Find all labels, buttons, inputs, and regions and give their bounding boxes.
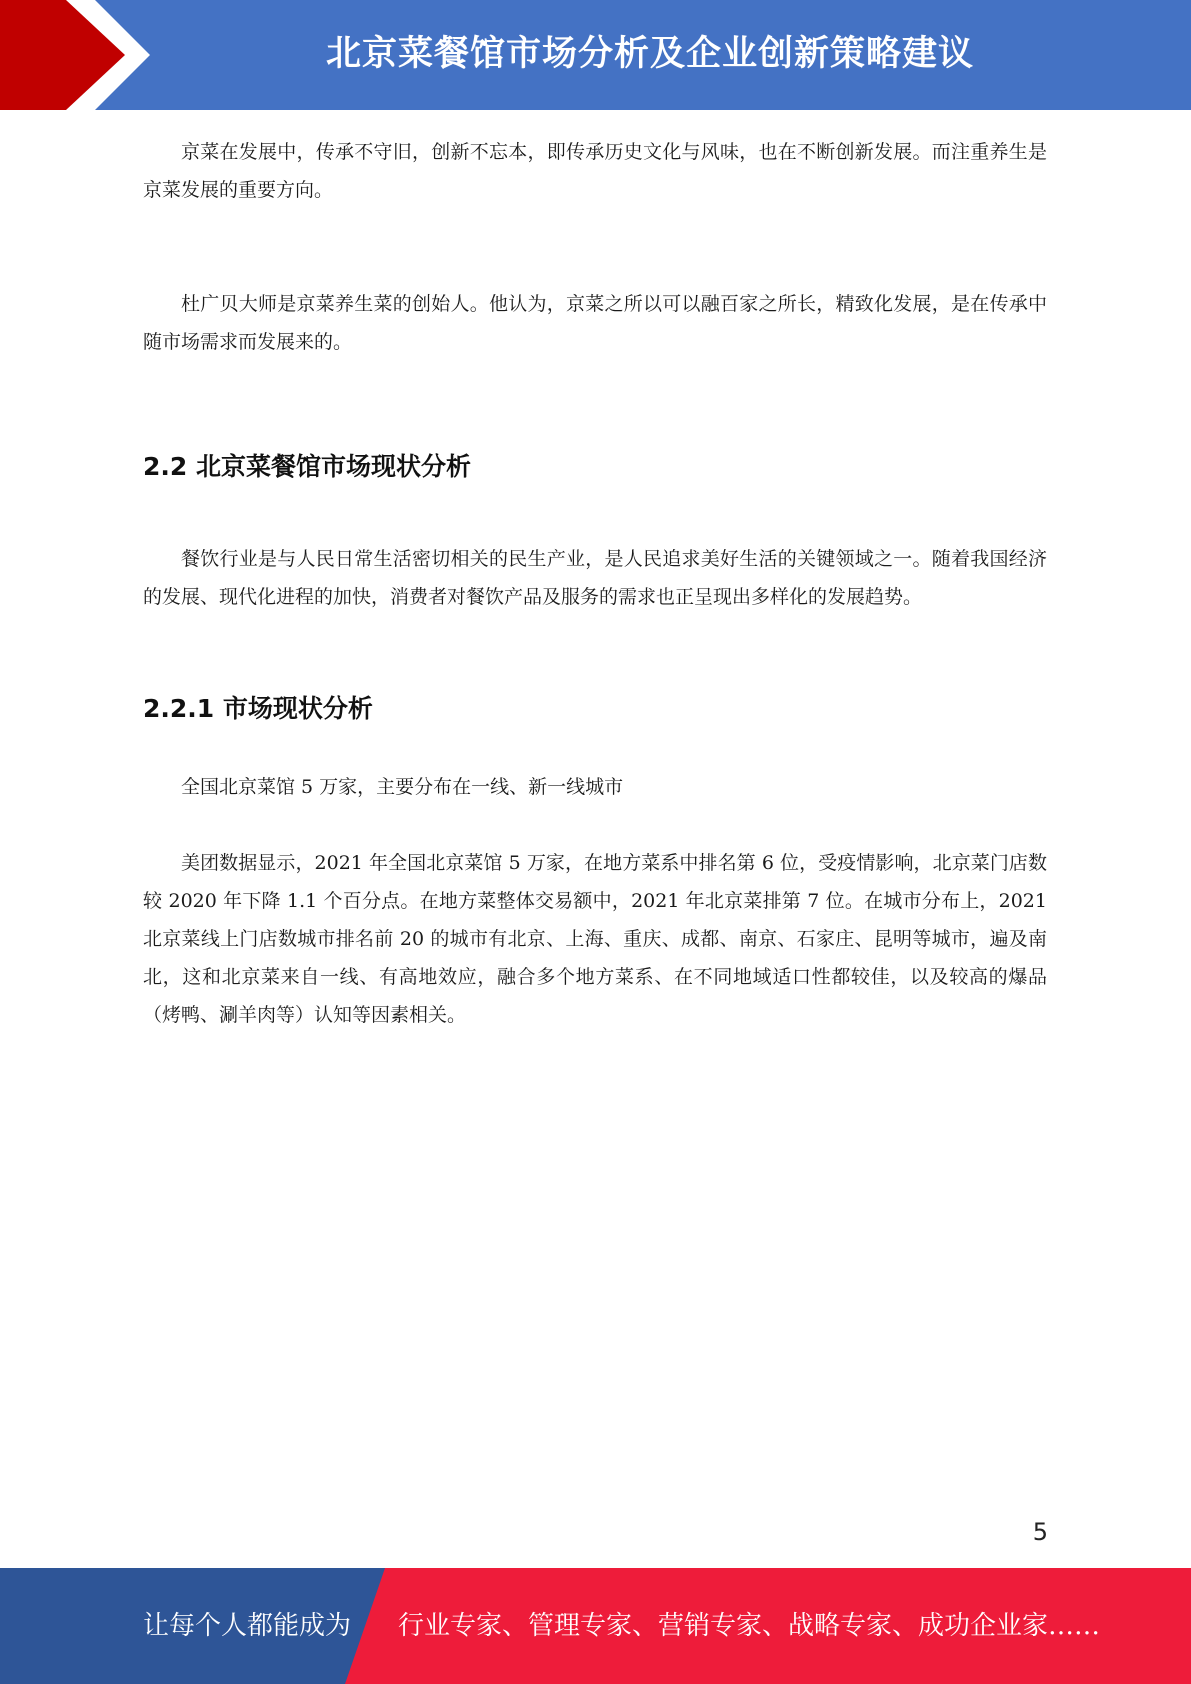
paragraph-meituan-data: 美团数据显示，2021 年全国北京菜馆 5 万家，在地方菜系中排名第 6 位，受疫情影响，北京菜门店数较 2020 年下降 1.1 个百分点。在地方菜整体交易额中，2021 年北京菜排第 7 位。在城市分布上，2021 北京菜线上门店数城市排名前 20 的城市有北京、上海、重庆、成都、南京、石家庄、昆明等城市，遍及南北，这和北京菜来自一线、有高地效应，融合多个地方菜系、在不同地域适口性都较佳，以及较高的爆品（烤鸭、涮羊肉等）认知等因素相关。 xyxy=(143,852,1047,1026)
footer-slogan-left: 让每个人都能成为 xyxy=(143,1611,352,1641)
paragraph-jingcai-development: 京菜在发展中，传承不守旧，创新不忘本，即传承历史文化与风味，也在不断创新发展。而注重养生是京菜发展的重要方向。 xyxy=(143,141,1047,201)
paragraph-du-guangbei: 杜广贝大师是京菜养生菜的创始人。他认为，京菜之所以可以融百家之所长，精致化发展，是在传承中随市场需求而发展来的。 xyxy=(143,293,1047,353)
footer-banner xyxy=(0,1568,1191,1684)
header-banner xyxy=(0,0,1191,110)
document-title: 北京菜餐馆市场分析及企业创新策略建议 xyxy=(325,34,974,74)
paragraph-store-count-summary: 全国北京菜馆 5 万家，主要分布在一线、新一线城市 xyxy=(181,776,624,798)
footer-slogan-right: 行业专家、管理专家、营销专家、战略专家、成功企业家…… xyxy=(398,1611,1101,1641)
page-number: 5 xyxy=(1032,1518,1048,1546)
section-heading-2-2: 2.2 北京菜餐馆市场现状分析 xyxy=(143,452,471,481)
section-heading-2-2-1: 2.2.1 市场现状分析 xyxy=(143,694,373,723)
paragraph-catering-industry: 餐饮行业是与人民日常生活密切相关的民生产业，是人民追求美好生活的关键领域之一。随着我国经济的发展、现代化进程的加快，消费者对餐饮产品及服务的需求也正呈现出多样化的发展趋势。 xyxy=(143,548,1047,608)
